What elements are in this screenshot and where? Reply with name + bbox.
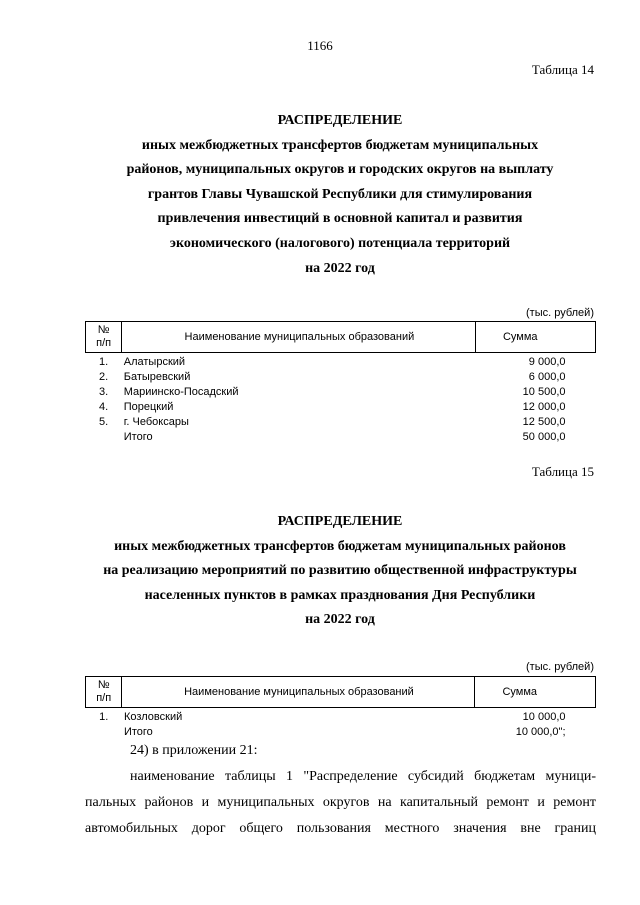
table-row (86, 385, 596, 400)
paragraph-line: наименование таблицы 1 "Распределение субсидий бюджетам муници- (130, 769, 596, 784)
table-14-heading (60, 109, 620, 281)
heading-title: РАСПРЕДЕЛЕНИЕ (277, 514, 403, 529)
table-14-label: Таблица 14 (531, 62, 594, 77)
row-sum: 12 000,0 (522, 401, 566, 413)
row-number: 5. (99, 416, 109, 428)
total-label: Итого (123, 726, 153, 738)
heading-line: населенных пунктов в рамках празднования Дня Республики (144, 587, 536, 603)
table-14 (85, 321, 596, 445)
column-number-abbr: п/п (96, 337, 112, 349)
heading-line: грантов Главы Чувашской Республики для стимулирования (147, 186, 533, 202)
table-row (86, 710, 596, 725)
page-number: 1166 (307, 38, 333, 53)
total-sum: 50 000,0 (522, 431, 566, 443)
table-14-units: (тыс. рублей) (526, 307, 594, 319)
row-sum: 12 500,0 (522, 416, 566, 428)
table-header-row (86, 322, 596, 353)
row-sum: 6 000,0 (528, 371, 566, 383)
heading-line: иных межбюджетных трансфертов бюджетам муниципальных районов (114, 538, 566, 554)
table-15-heading (60, 510, 620, 633)
row-sum: 10 000,0 (522, 711, 566, 723)
column-header-sum: Сумма (475, 322, 595, 353)
total-label: Итого (123, 431, 153, 443)
row-number: 1. (99, 356, 109, 368)
table-row (86, 370, 596, 385)
table-15-label: Таблица 15 (531, 464, 594, 479)
heading-line: на 2022 год (305, 260, 375, 276)
column-header-name: Наименование муниципальных образований (122, 322, 475, 353)
row-sum: 10 500,0 (522, 386, 566, 398)
column-header-number (86, 677, 122, 708)
heading-title: РАСПРЕДЕЛЕНИЕ (277, 113, 403, 128)
total-sum: 10 000,0"; (515, 726, 566, 738)
row-number: 2. (99, 371, 109, 383)
column-number-symbol: № (97, 324, 110, 336)
table-total-row (86, 430, 596, 445)
heading-line: районов, муниципальных округов и городских округов на выплату (126, 162, 554, 178)
heading-line: экономического (налогового) потенциала территорий (169, 235, 511, 251)
paragraph-line: пальных районов и муниципальных округов на капитальный ремонт и ремонт (85, 795, 596, 810)
heading-line: привлечения инвестиций в основной капитал и развития (157, 211, 523, 227)
row-name: г. Чебоксары (123, 416, 189, 428)
table-row (86, 415, 596, 430)
table-15 (85, 676, 596, 740)
row-sum: 9 000,0 (528, 356, 566, 368)
heading-line: иных межбюджетных трансфертов бюджетам муниципальных (141, 137, 539, 153)
list-item-24: 24) в приложении 21: (130, 743, 258, 758)
column-header-number (86, 322, 122, 353)
heading-line: на реализацию мероприятий по развитию общественной инфраструктуры (103, 563, 577, 579)
table-15-units: (тыс. рублей) (526, 661, 594, 673)
paragraph-line: автомобильных дорог общего пользования местного значения вне границ (85, 821, 596, 836)
row-number: 3. (99, 386, 109, 398)
column-number-abbr: п/п (96, 692, 112, 704)
row-name: Порецкий (123, 401, 174, 413)
row-number: 1. (99, 711, 109, 723)
body-section (85, 738, 596, 842)
row-number: 4. (99, 401, 109, 413)
row-name: Козловский (123, 711, 183, 723)
row-name: Алатырский (123, 356, 186, 368)
row-name: Мариинско-Посадский (123, 386, 239, 398)
column-header-name: Наименование муниципальных образований (122, 677, 474, 708)
table-header-row (86, 677, 596, 708)
heading-line: на 2022 год (305, 612, 375, 628)
column-number-symbol: № (97, 679, 110, 691)
table-row (86, 355, 596, 370)
row-name: Батыревский (123, 371, 191, 383)
table-row (86, 400, 596, 415)
column-header-sum: Сумма (474, 677, 596, 708)
